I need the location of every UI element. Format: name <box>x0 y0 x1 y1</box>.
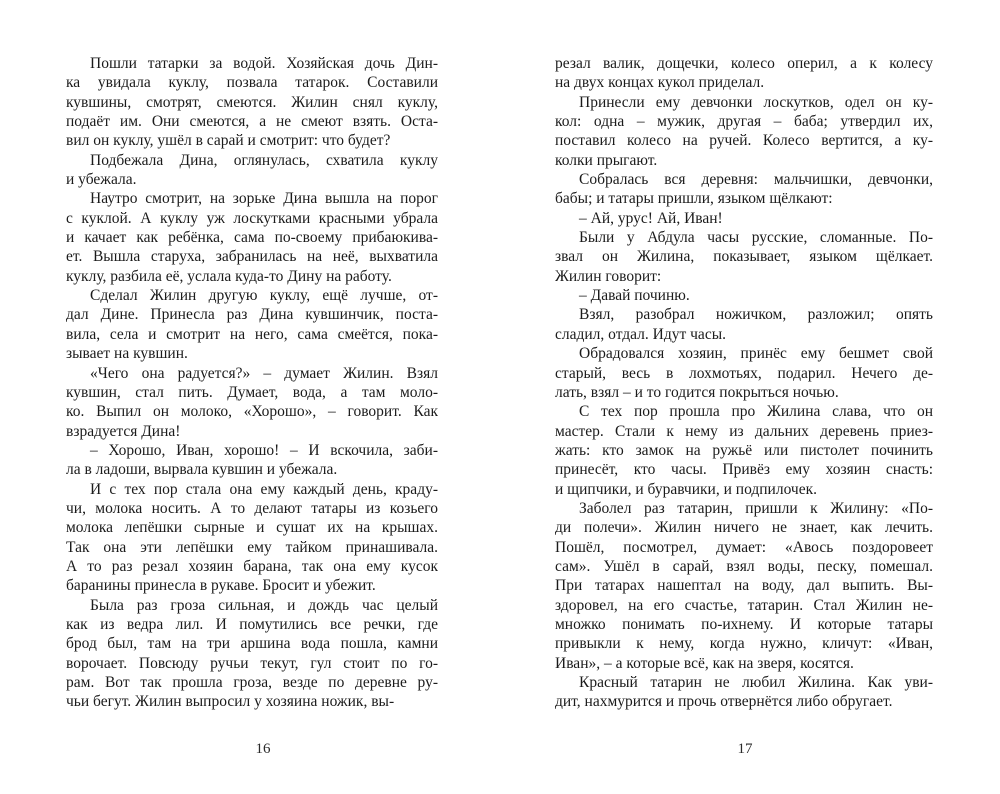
text-line: ко. Выпил он молоко, «Хорошо», – говорит. Как <box>66 403 438 421</box>
text-line: как из ведра лил. И помутились все речки, где <box>66 615 438 633</box>
text-line: При татарах нашептал на воду, дал выпить. Вы- <box>555 577 933 595</box>
text-line: сладил, отдал. Идут часы. <box>555 325 726 343</box>
text-line: кувшины, смотрят, смеются. Жилин снял куклу, <box>66 93 438 111</box>
text-line: – Ай, урус! Ай, Иван! <box>579 209 723 227</box>
text-line: Пошли татарки за водой. Хозяйская дочь Дин- <box>90 55 438 72</box>
text-line: чьи бегут. Жилин выпросил у хозяина ножик, вы- <box>66 693 395 711</box>
text-line: мастер. Стали к нему из дальних деревень приез- <box>555 422 933 440</box>
text-line: Принесли ему девчонки лоскутков, одел он ку- <box>579 93 933 111</box>
text-line: звал он Жилина, показывает, языком щёлкает. <box>555 248 933 266</box>
text-line: Наутро смотрит, на зорьке Дина вышла на порог <box>90 190 438 208</box>
text-line: рам. Вот так прошла гроза, везде по деревне ру- <box>66 674 438 691</box>
text-line: молока лепёшки сырные и сушат их на крышах. <box>66 519 438 537</box>
text-line: ет. Вышла старуха, забранилась на неё, выхватила <box>66 248 438 266</box>
text-line: и качает как ребёнка, сама по-своему прибаюкива- <box>66 229 438 247</box>
text-line: подаёт им. Они смеются, а не смеют взять. Оста- <box>66 113 438 131</box>
text-line: с куклой. А куклу уж лоскутками красными убрала <box>66 209 438 227</box>
text-line: и щипчики, и буравчики, и подпилочек. <box>555 480 818 498</box>
text-line: ворочает. Повсюду ручьи текут, гул стоит по го- <box>66 654 438 672</box>
page-number-left: 16 <box>255 741 271 757</box>
text-line: Обрадовался хозяин, принёс ему бешмет свой <box>579 345 933 363</box>
text-line: баранины принесла в рукаве. Бросит и убежит. <box>66 577 376 595</box>
text-line: ка увидала куклу, позвала татарок. Составили <box>66 74 438 92</box>
text-line: брод был, там на три аршина вода пошла, камни <box>66 635 438 653</box>
text-line: поставил колесо на ручей. Колесо вертится, а ку- <box>555 132 933 150</box>
text-line: Собралась вся деревня: мальчишки, девчонки, <box>579 171 933 189</box>
text-line: вила, села и смотрит на него, сама смеётся, пока- <box>66 325 438 343</box>
text-line: привыкли к нему, когда нужно, кличут: «Иван, <box>555 635 933 653</box>
text-line: С тех пор прошла про Жилина слава, что он <box>579 403 933 421</box>
text-line: Взял, разобрал ножичком, разложил; опять <box>579 306 933 324</box>
text-line: – Хорошо, Иван, хорошо! – И вскочила, заби- <box>90 441 438 459</box>
text-line: Была раз гроза сильная, и дождь час целый <box>90 596 438 614</box>
text-line: на двух концах кукол приделал. <box>555 74 765 92</box>
text-line: резал валик, дощечки, колесо оперил, а к колесу <box>555 55 933 72</box>
text-line: Так она эти лепёшки ему тайком принашивала. <box>66 538 438 556</box>
text-line: куклу, разбила её, услала куда-то Дину на работу. <box>66 267 392 285</box>
text-line: дал Дине. Принесла раз Дина кувшинчик, поста- <box>66 306 438 324</box>
text-line: бабы; и татары пришли, языком щёлкают: <box>555 190 833 208</box>
page-left-text <box>66 54 438 712</box>
text-line: – Давай починю. <box>579 287 690 305</box>
text-line: ла в ладоши, вырвала кувшин и убежала. <box>66 461 338 479</box>
text-line: «Чего она радуется?» – думает Жилин. Взял <box>90 364 438 382</box>
text-line: старый, весь в лохмотьях, подарил. Нечего де- <box>555 364 933 382</box>
text-line: колки прыгают. <box>555 151 658 169</box>
text-line: Заболел раз татарин, пришли к Жилину: «По- <box>579 499 933 517</box>
text-line: Красный татарин не любил Жилина. Как уви- <box>579 674 933 691</box>
text-line: Сделал Жилин другую куклу, ещё лучше, от- <box>90 287 438 305</box>
text-line: здоровел, на его счастье, татарин. Стал Жилин не- <box>555 596 933 614</box>
text-line: А то раз резал хозяин барана, так она ему кусок <box>66 557 438 575</box>
text-line: кол: одна – мужик, другая – баба; утвердил их, <box>555 113 933 131</box>
text-line: вил он куклу, ушёл в сарай и смотрит: что будет? <box>66 132 391 150</box>
text-line: Иван», – а которые всё, как на зверя, косятся. <box>555 654 854 672</box>
text-line: лать, взял – и то годится покрыться ночью. <box>555 383 839 401</box>
text-line: Были у Абдула часы русские, сломанные. По- <box>579 229 933 247</box>
text-line: взрадуется Дина! <box>66 422 181 440</box>
text-line: сам». Ушёл в сарай, взял воды, песку, помешал. <box>555 557 933 575</box>
page-right-text <box>555 54 933 712</box>
text-line: дит, нахмурится и прочь отвернётся либо обругает. <box>555 693 893 711</box>
text-line: зывает на кувшин. <box>66 345 188 363</box>
text-line: жать: кто замок на ружьё или пистолет починить <box>555 441 933 459</box>
page-number-right: 17 <box>737 741 753 757</box>
text-line: и убежала. <box>66 171 137 189</box>
text-line: кувшин, стал пить. Думает, вода, а там моло- <box>66 383 438 401</box>
text-line: Пошёл, посмотрел, думает: «Авось поздоровеет <box>555 538 933 556</box>
text-line: принесёт, кто часы. Привёз ему хозяин снасть: <box>555 461 933 479</box>
text-line: множко понимать по-ихнему. И которые татары <box>555 615 933 633</box>
text-line: И с тех пор стала она ему каждый день, краду- <box>90 480 438 498</box>
text-line: Жилин говорит: <box>555 267 662 285</box>
text-line: чи, молока носить. А то делают татары из козьего <box>66 499 438 517</box>
text-line: ди полечи». Жилин ничего не знает, как лечить. <box>555 519 933 537</box>
text-line: Подбежала Дина, оглянулась, схватила куклу <box>90 151 438 169</box>
